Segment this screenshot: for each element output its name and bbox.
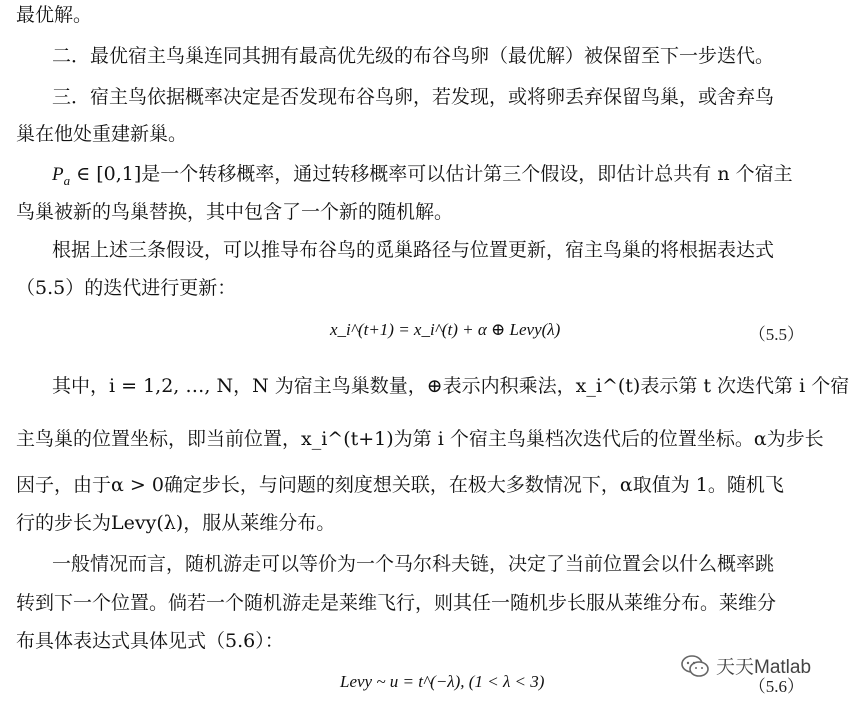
paragraph-line: 最优解。 xyxy=(16,4,93,26)
paragraph-line: 主鸟巢的位置坐标，即当前位置，x_i^(t+1)为第 i 个宿主鸟巢档次迭代后的位置坐标。α为步长 xyxy=(16,428,824,450)
paragraph-line: 鸟巢被新的鸟巢替换，其中包含了一个新的随机解。 xyxy=(16,201,454,223)
paragraph-line: 其中，i = 1,2, …, N，N 为宿主鸟巢数量，⊕表示内积乘法，x_i^(t)表示第 t 次迭代第 i 个宿 xyxy=(52,375,850,397)
wechat-icon xyxy=(680,654,710,678)
paragraph-line: 布具体表达式具体见式（5.6）： xyxy=(16,630,284,652)
paragraph-line: 因子，由于α > 0确定步长，与问题的刻度想关联，在极大多数情况下，α取值为 1。随机飞 xyxy=(16,474,784,496)
paragraph-line: 三．宿主鸟依据概率决定是否发现布谷鸟卵，若发现，或将卵丢弃保留鸟巢，或舍弃鸟 xyxy=(52,86,775,108)
paragraph-line: $P_a$ ∈ [0,1]是一个转移概率，通过转移概率可以估计第三个假设，即估计总共有 n 个宿主 xyxy=(52,163,793,188)
watermark xyxy=(680,652,811,679)
equation-number: （5.5） xyxy=(748,325,804,344)
equation-5-5: x_i^(t+1) = x_i^(t) + α ⊕ Levy(λ) xyxy=(330,320,561,339)
paragraph-line: 行的步长为Levy(λ)，服从莱维分布。 xyxy=(16,512,336,534)
paragraph-line: 根据上述三条假设，可以推导布谷鸟的觅巢路径与位置更新，宿主鸟巢的将根据表达式 xyxy=(52,239,775,261)
paragraph-line: 转到下一个位置。倘若一个随机游走是莱维飞行，则其任一随机步长服从莱维分布。莱维分 xyxy=(16,592,777,614)
paragraph-line: （5.5）的迭代进行更新： xyxy=(16,277,237,299)
paragraph-line: 二．最优宿主鸟巢连同其拥有最高优先级的布谷鸟卵（最优解）被保留至下一步迭代。 xyxy=(52,45,775,67)
watermark-text: 天天Matlab xyxy=(716,657,812,678)
paragraph-line: 巢在他处重建新巢。 xyxy=(16,123,188,145)
equation-number: （5.6） xyxy=(748,677,804,696)
equation-5-6: Levy ~ u = t^(−λ), (1 < λ < 3) xyxy=(340,672,545,691)
paragraph-line: 一般情况而言，随机游走可以等价为一个马尔科夫链，决定了当前位置会以什么概率跳 xyxy=(52,553,775,575)
